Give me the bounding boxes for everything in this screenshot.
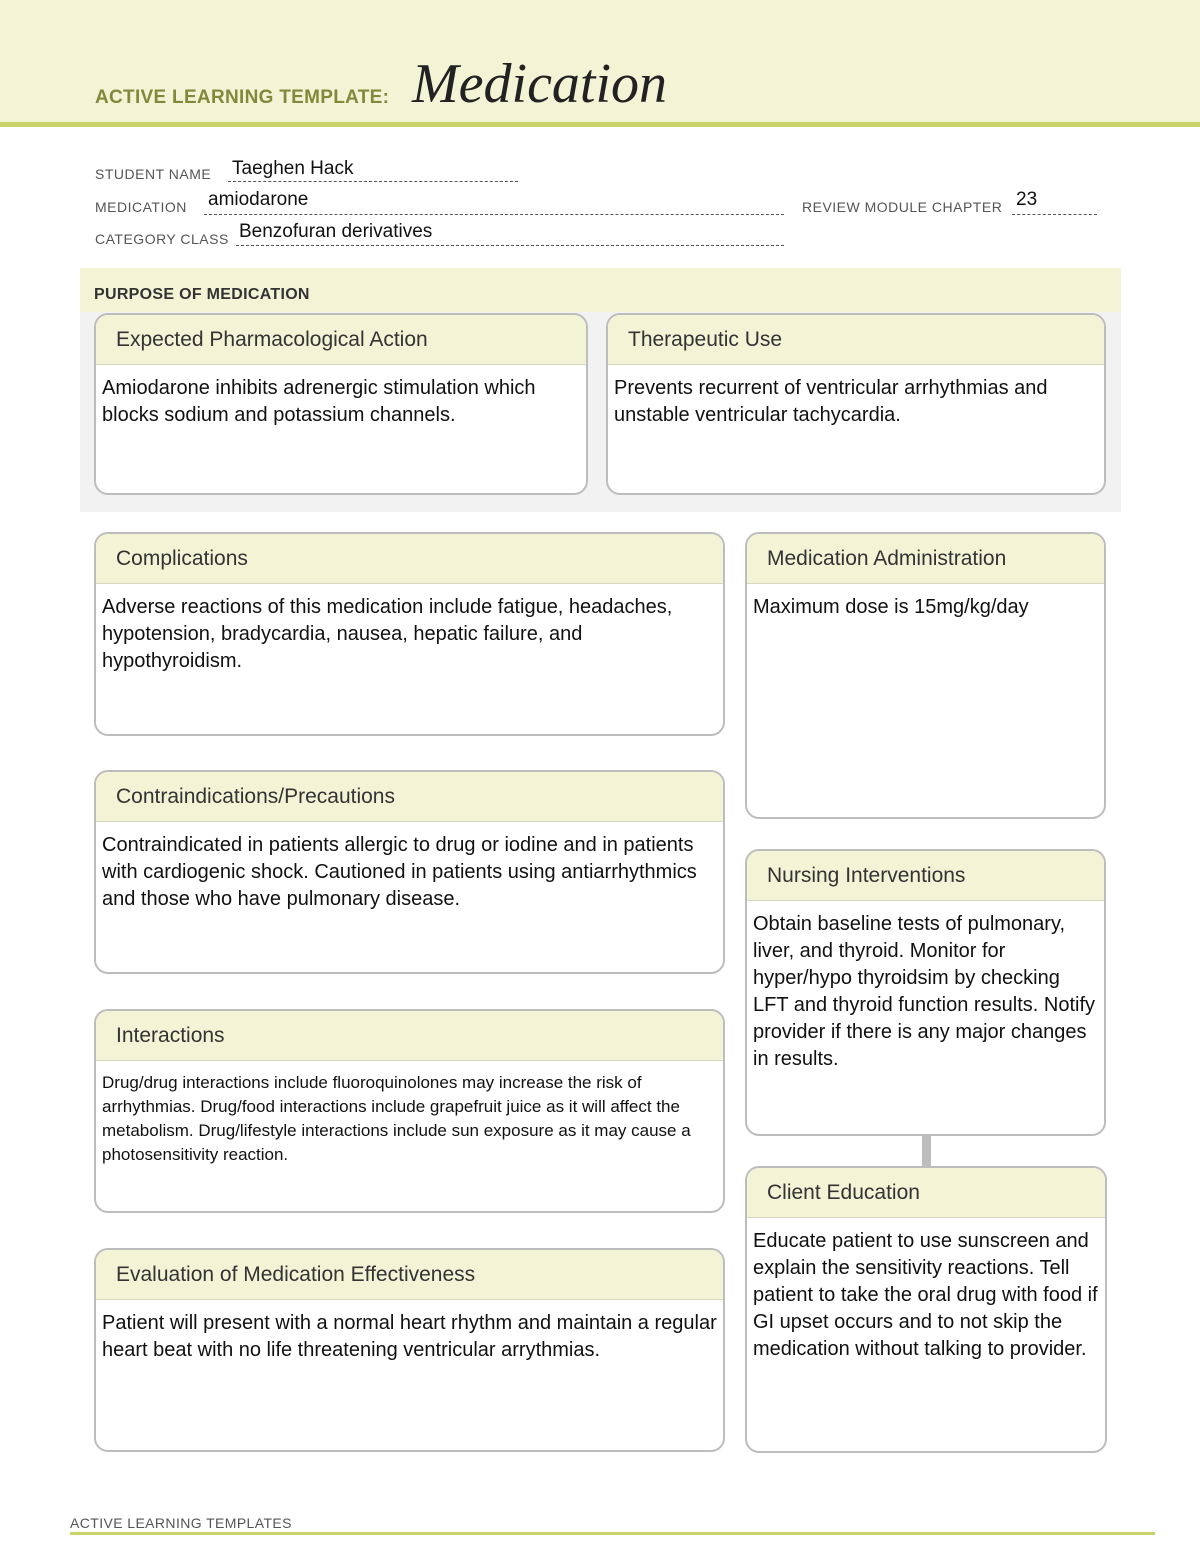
student-name-label: STUDENT NAME xyxy=(95,166,212,182)
category-class-label: CATEGORY CLASS xyxy=(95,231,229,247)
evaluation-text[interactable]: Patient will present with a normal heart rhythm and maintain a regular heart beat with no life threatening ventricular arrythmias. xyxy=(102,1312,717,1361)
client-education-title: Client Education xyxy=(747,1168,1105,1218)
medication-administration-box xyxy=(745,532,1106,819)
review-module-field[interactable]: 23 xyxy=(1016,189,1038,210)
complications-title: Complications xyxy=(96,534,723,584)
complications-box xyxy=(94,532,725,736)
expected-action-title: Expected Pharmacological Action xyxy=(96,315,586,365)
interactions-text[interactable]: Drug/drug interactions include fluoroquinolones may increase the risk of arrhythmias. Drug/food interactions include grapefruit juice as it will affect the metabolism. Drug/lifestyle interactions include sun exposure as it may cause a photosensitivity reaction. xyxy=(102,1073,691,1164)
nursing-interventions-box xyxy=(745,849,1106,1136)
interactions-box xyxy=(94,1009,725,1213)
expected-action-text[interactable]: Amiodarone inhibits adrenergic stimulation which blocks sodium and potassium channels. xyxy=(102,377,536,426)
medication-field[interactable]: amiodarone xyxy=(208,189,309,210)
review-module-line xyxy=(1012,214,1097,215)
template-label: ACTIVE LEARNING TEMPLATE: xyxy=(95,87,390,108)
expected-action-box xyxy=(94,313,588,495)
contraindications-title: Contraindications/Precautions xyxy=(96,772,723,822)
medication-administration-title: Medication Administration xyxy=(747,534,1104,584)
interactions-title: Interactions xyxy=(96,1011,723,1061)
client-education-box xyxy=(745,1166,1107,1453)
nursing-interventions-title: Nursing Interventions xyxy=(747,851,1104,901)
template-title: Medication xyxy=(412,53,668,115)
footer-rule xyxy=(70,1532,1155,1535)
category-class-line xyxy=(236,245,784,246)
category-class-field[interactable]: Benzofuran derivatives xyxy=(239,221,433,242)
medication-label: MEDICATION xyxy=(95,199,187,215)
header-rule xyxy=(0,122,1200,127)
therapeutic-use-title: Therapeutic Use xyxy=(608,315,1104,365)
student-name-line xyxy=(228,181,518,182)
footer-label: ACTIVE LEARNING TEMPLATES xyxy=(70,1515,292,1531)
therapeutic-use-text[interactable]: Prevents recurrent of ventricular arrhythmias and unstable ventricular tachycardia. xyxy=(614,377,1048,426)
complications-text[interactable]: Adverse reactions of this medication include fatigue, headaches, hypotension, bradycardia, nausea, hepatic failure, and hypothyroidism. xyxy=(102,596,673,672)
purpose-label: PURPOSE OF MEDICATION xyxy=(94,286,310,303)
review-module-label: REVIEW MODULE CHAPTER xyxy=(802,199,1003,215)
medication-line xyxy=(204,214,784,215)
contraindications-box xyxy=(94,770,725,974)
nursing-interventions-text[interactable]: Obtain baseline tests of pulmonary, liver, and thyroid. Monitor for hyper/hypo thyroidsim by checking LFT and thyroid function results. Notify provider if there is any major changes in results. xyxy=(753,913,1096,1070)
evaluation-box xyxy=(94,1248,725,1452)
connector-bar xyxy=(922,1135,931,1167)
evaluation-title: Evaluation of Medication Effectiveness xyxy=(96,1250,723,1300)
therapeutic-use-box xyxy=(606,313,1106,495)
medication-administration-text[interactable]: Maximum dose is 15mg/kg/day xyxy=(753,596,1029,618)
client-education-text[interactable]: Educate patient to use sunscreen and explain the sensitivity reactions. Tell patient to take the oral drug with food if GI upset occurs and to not skip the medication without talking to provider. xyxy=(753,1230,1098,1360)
contraindications-text[interactable]: Contraindicated in patients allergic to drug or iodine and in patients with cardiogenic shock. Cautioned in patients using antiarrhythmics and those who have pulmonary disease. xyxy=(102,834,697,910)
student-name-field[interactable]: Taeghen Hack xyxy=(232,158,354,179)
